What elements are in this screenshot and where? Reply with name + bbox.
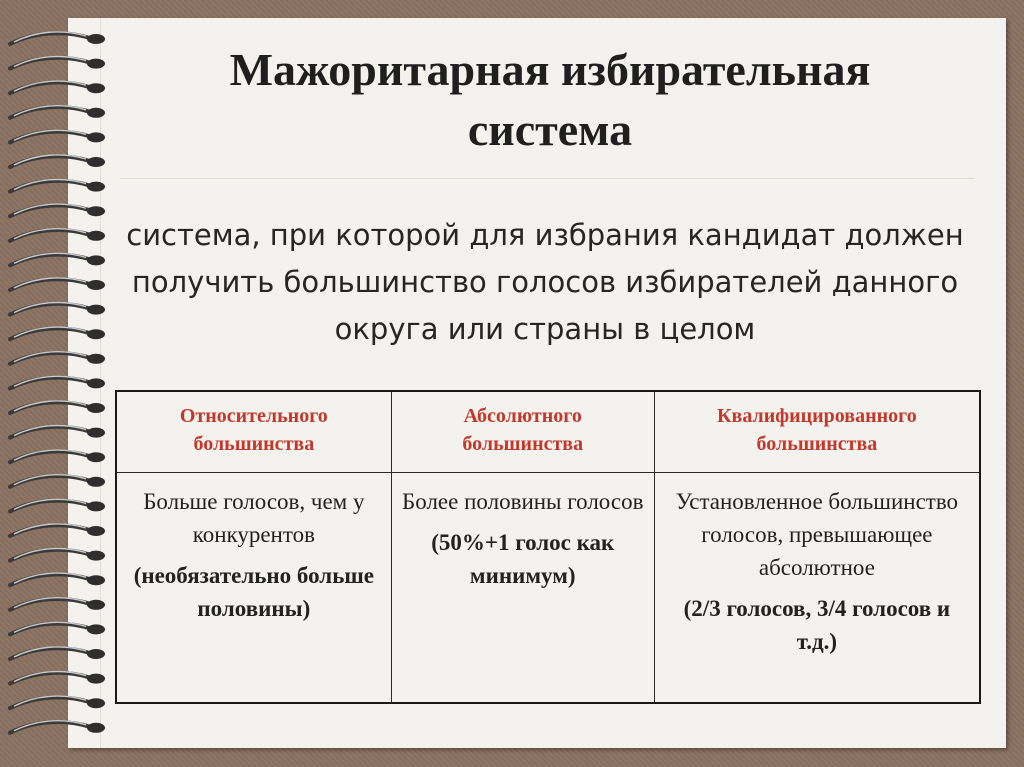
- table-header-row: [116, 391, 980, 473]
- spiral-ring: [10, 130, 105, 142]
- cell-relative-majority: [116, 473, 391, 704]
- spiral-ring: [10, 647, 105, 659]
- spiral-ring: [10, 57, 105, 69]
- cell-2-note: (50%+1 голос как минимум): [431, 530, 615, 588]
- spiral-ring: [10, 573, 105, 585]
- spiral-ring: [10, 327, 105, 339]
- header-relative-majority: [116, 391, 391, 473]
- header-3-line-1: Квалифицированного: [717, 405, 917, 427]
- cell-1-note: (необязательно больше половины): [133, 563, 374, 621]
- spiral-binding-icon: [4, 20, 114, 750]
- spiral-ring: [10, 253, 105, 265]
- spiral-ring: [10, 204, 105, 216]
- spiral-ring: [10, 426, 105, 438]
- cell-qualified-majority: [654, 473, 980, 704]
- spiral-ring: [10, 524, 105, 536]
- header-3-line-2: большинства: [756, 433, 878, 455]
- spiral-ring: [10, 106, 105, 118]
- spiral-ring: [10, 475, 105, 487]
- header-absolute-majority: [391, 391, 654, 473]
- spiral-ring: [10, 303, 105, 315]
- spiral-ring: [10, 672, 105, 684]
- spiral-ring: [10, 352, 105, 364]
- definition-text: система, при которой для избрания кандидат должен получить большинство голосов избирателей данного округа или страны в целом: [126, 218, 964, 346]
- cell-absolute-majority: [391, 473, 654, 704]
- spiral-ring: [10, 598, 105, 610]
- spiral-ring: [10, 549, 105, 561]
- slide-title: [120, 40, 980, 160]
- header-2-line-2: большинства: [462, 433, 584, 455]
- spiral-ring: [10, 499, 105, 511]
- spiral-ring: [10, 81, 105, 93]
- header-1-line-1: Относительного: [179, 405, 328, 427]
- title-line-2: система: [467, 104, 633, 155]
- cell-1-text: Больше голосов, чем у конкурентов: [143, 489, 365, 547]
- title-divider: [120, 178, 975, 179]
- cell-3-text: Установленное большинство голосов, превышающее абсолютное: [675, 489, 959, 580]
- spiral-ring: [10, 721, 105, 733]
- spiral-ring: [10, 622, 105, 634]
- cell-2-text: Более половины голосов: [402, 489, 644, 514]
- cell-3-note: (2/3 голосов, 3/4 голосов и т.д.): [683, 596, 951, 654]
- spiral-ring: [10, 450, 105, 462]
- majority-types-table: [115, 390, 981, 704]
- spiral-ring: [10, 229, 105, 241]
- title-line-1: Мажоритарная избирательная: [229, 44, 871, 95]
- spiral-ring: [10, 696, 105, 708]
- header-1-line-2: большинства: [193, 433, 315, 455]
- spiral-ring: [10, 278, 105, 290]
- spiral-ring: [10, 376, 105, 388]
- header-qualified-majority: [654, 391, 980, 473]
- spiral-ring: [10, 180, 105, 192]
- spiral-ring: [10, 155, 105, 167]
- table-row: [116, 473, 980, 704]
- spiral-ring: [10, 401, 105, 413]
- spiral-ring: [10, 32, 105, 44]
- header-2-line-1: Абсолютного: [463, 405, 582, 427]
